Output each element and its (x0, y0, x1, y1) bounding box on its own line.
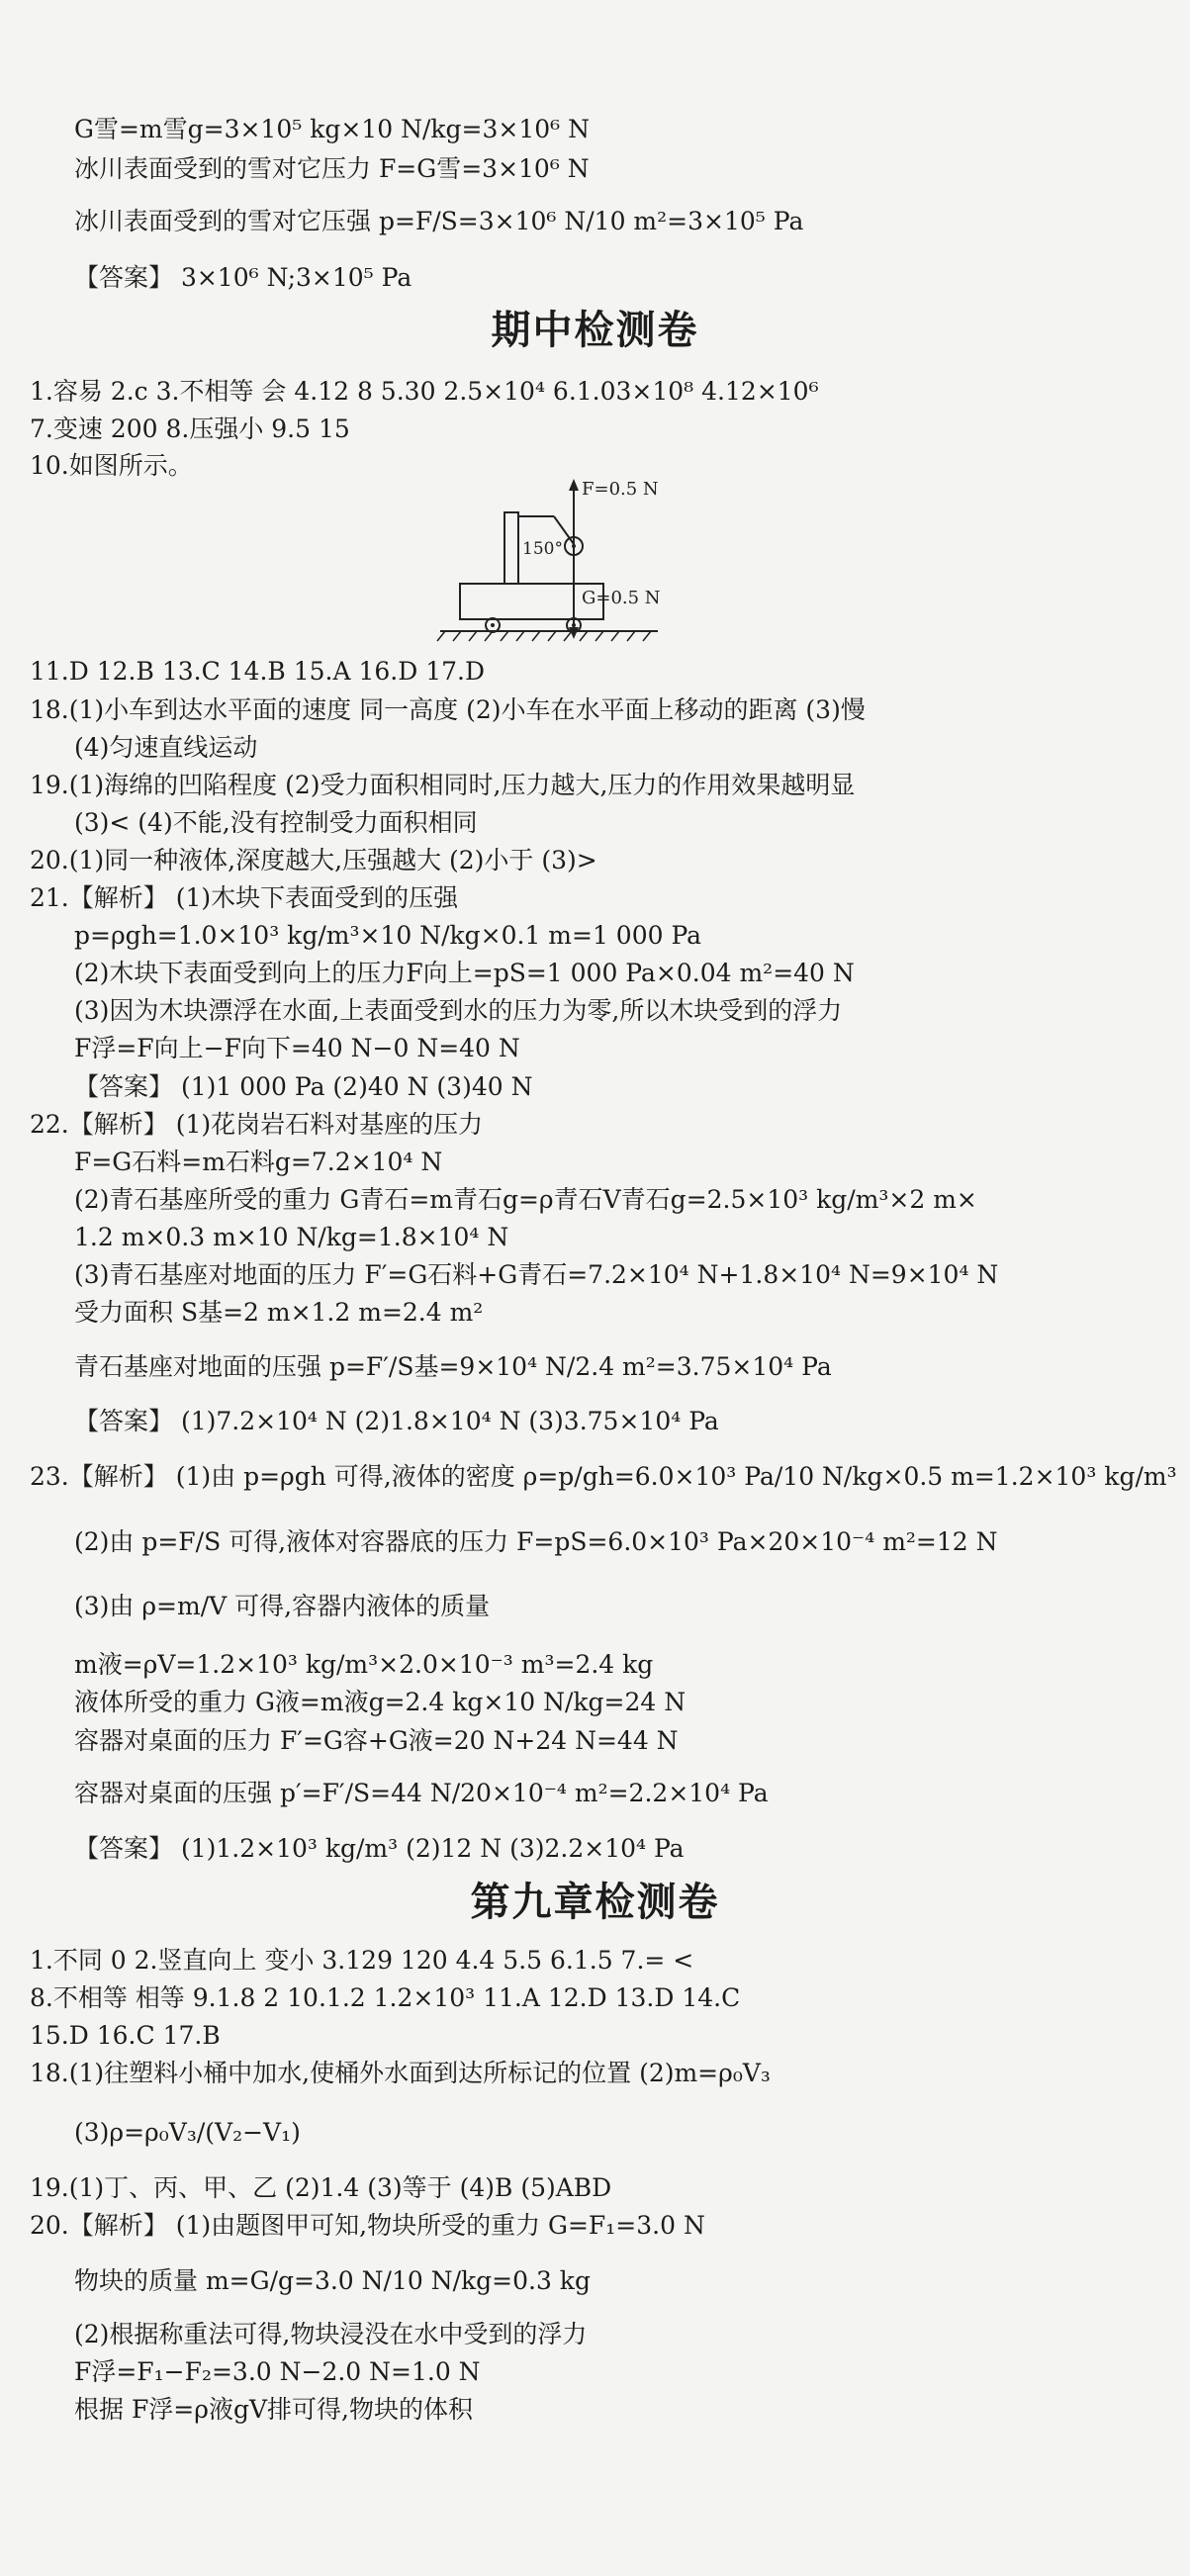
text-line: (3)< (4)不能,没有控制受力面积相同 (74, 808, 478, 837)
answer-line: 【答案】 (1)7.2×10⁴ N (2)1.8×10⁴ N (3)3.75×10⁴ Pa (74, 1407, 719, 1435)
text-line: 20.(1)同一种液体,深度越大,压强越大 (2)小于 (3)> (30, 846, 597, 874)
cart-force-diagram (425, 475, 712, 648)
text-line: 1.2 m×0.3 m×10 N/kg=1.8×10⁴ N (74, 1223, 509, 1251)
text-line: 冰川表面受到的雪对它压强 p=F/S=3×10⁶ N/10 m²=3×10⁵ Pa (74, 207, 804, 235)
answer-line: 【答案】 (1)1 000 Pa (2)40 N (3)40 N (74, 1072, 533, 1101)
gravity-g-label: G=0.5 N (582, 588, 661, 608)
text-line: 液体所受的重力 G液=m液g=2.4 kg×10 N/kg=24 N (74, 1688, 687, 1716)
text-line: 19.(1)海绵的凹陷程度 (2)受力面积相同时,压力越大,压力的作用效果越明显 (30, 771, 856, 799)
text-line: 11.D 12.B 13.C 14.B 15.A 16.D 17.D (30, 657, 486, 686)
text-line: 20.【解析】 (1)由题图甲可知,物块所受的重力 G=F₁=3.0 N (30, 2211, 705, 2240)
text-line: 容器对桌面的压力 F′=G容+G液=20 N+24 N=44 N (74, 1726, 679, 1755)
text-line: F浮=F向上−F向下=40 N−0 N=40 N (74, 1034, 520, 1062)
section-title: 期中检测卷 (491, 308, 699, 353)
text-line: (2)青石基座所受的重力 G青石=m青石g=ρ青石V青石g=2.5×10³ kg/m³×2 m× (74, 1185, 977, 1214)
text-line: 21.【解析】 (1)木块下表面受到的压强 (30, 883, 459, 912)
answer-line: 【答案】 (1)1.2×10³ kg/m³ (2)12 N (3)2.2×10⁴ Pa (74, 1834, 685, 1863)
text-line: m液=ρV=1.2×10³ kg/m³×2.0×10⁻³ m³=2.4 kg (74, 1650, 654, 1679)
text-line: G雪=m雪g=3×10⁵ kg×10 N/kg=3×10⁶ N (74, 115, 590, 143)
text-line: 23.【解析】 (1)由 p=ρgh 可得,液体的密度 ρ=p/gh=6.0×10³ Pa/10 N/kg×0.5 m=1.2×10³ kg/m³ (30, 1462, 1177, 1491)
text-line: (3)青石基座对地面的压力 F′=G石料+G青石=7.2×10⁴ N+1.8×10⁴ N=9×10⁴ N (74, 1260, 999, 1289)
text-line: (2)木块下表面受到向上的压力F向上=pS=1 000 Pa×0.04 m²=40 N (74, 959, 855, 987)
text-line: 19.(1)丁、丙、甲、乙 (2)1.4 (3)等于 (4)B (5)ABD (30, 2173, 612, 2202)
text-line: (4)匀速直线运动 (74, 733, 258, 762)
text-line: 受力面积 S基=2 m×1.2 m=2.4 m² (74, 1298, 484, 1327)
text-line: 1.容易 2.c 3.不相等 会 4.12 8 5.30 2.5×10⁴ 6.1.03×10⁸ 4.12×10⁶ (30, 377, 819, 406)
text-line: 冰川表面受到的雪对它压力 F=G雪=3×10⁶ N (74, 154, 590, 183)
text-line: 青石基座对地面的压强 p=F′/S基=9×10⁴ N/2.4 m²=3.75×10⁴ Pa (74, 1352, 832, 1381)
section-title: 第九章检测卷 (470, 1880, 720, 1925)
text-line: 15.D 16.C 17.B (30, 2021, 221, 2050)
text-line: 18.(1)小车到达水平面的速度 同一高度 (2)小车在水平面上移动的距离 (3)慢 (30, 695, 866, 724)
text-line: 1.不同 0 2.竖直向上 变小 3.129 120 4.4 5.5 6.1.5 7.= < (30, 1946, 694, 1975)
text-line: 容器对桌面的压强 p′=F′/S=44 N/20×10⁻⁴ m²=2.2×10⁴ Pa (74, 1779, 769, 1807)
text-line: F浮=F₁−F₂=3.0 N−2.0 N=1.0 N (74, 2357, 481, 2386)
text-line: (2)由 p=F/S 可得,液体对容器底的压力 F=pS=6.0×10³ Pa×20×10⁻⁴ m²=12 N (74, 1527, 998, 1556)
text-line: 7.变速 200 8.压强小 9.5 15 (30, 414, 350, 443)
text-line: 10.如图所示。 (30, 451, 193, 480)
force-f-label: F=0.5 N (582, 479, 659, 500)
text-line: 物块的质量 m=G/g=3.0 N/10 N/kg=0.3 kg (74, 2266, 591, 2295)
text-line: 8.不相等 相等 9.1.8 2 10.1.2 1.2×10³ 11.A 12.D 13.D 14.C (30, 1983, 741, 2012)
text-line: 22.【解析】 (1)花岗岩石料对基座的压力 (30, 1110, 484, 1139)
text-line: F=G石料=m石料g=7.2×10⁴ N (74, 1148, 443, 1176)
text-line: p=ρgh=1.0×10³ kg/m³×10 N/kg×0.1 m=1 000 Pa (74, 921, 702, 950)
text-line: 18.(1)往塑料小桶中加水,使桶外水面到达所标记的位置 (2)m=ρ₀V₃ (30, 2059, 771, 2087)
text-line: (3)因为木块漂浮在水面,上表面受到水的压力为零,所以木块受到的浮力 (74, 996, 843, 1025)
text-line: (3)由 ρ=m/V 可得,容器内液体的质量 (74, 1592, 491, 1620)
text-line: (3)ρ=ρ₀V₃/(V₂−V₁) (74, 2118, 301, 2147)
text-line: (2)根据称重法可得,物块浸没在水中受到的浮力 (74, 2320, 588, 2348)
answer-line: 【答案】 3×10⁶ N;3×10⁵ Pa (74, 263, 412, 292)
angle-label: 150° (522, 539, 563, 559)
text-line: 根据 F浮=ρ液gV排可得,物块的体积 (74, 2395, 473, 2424)
